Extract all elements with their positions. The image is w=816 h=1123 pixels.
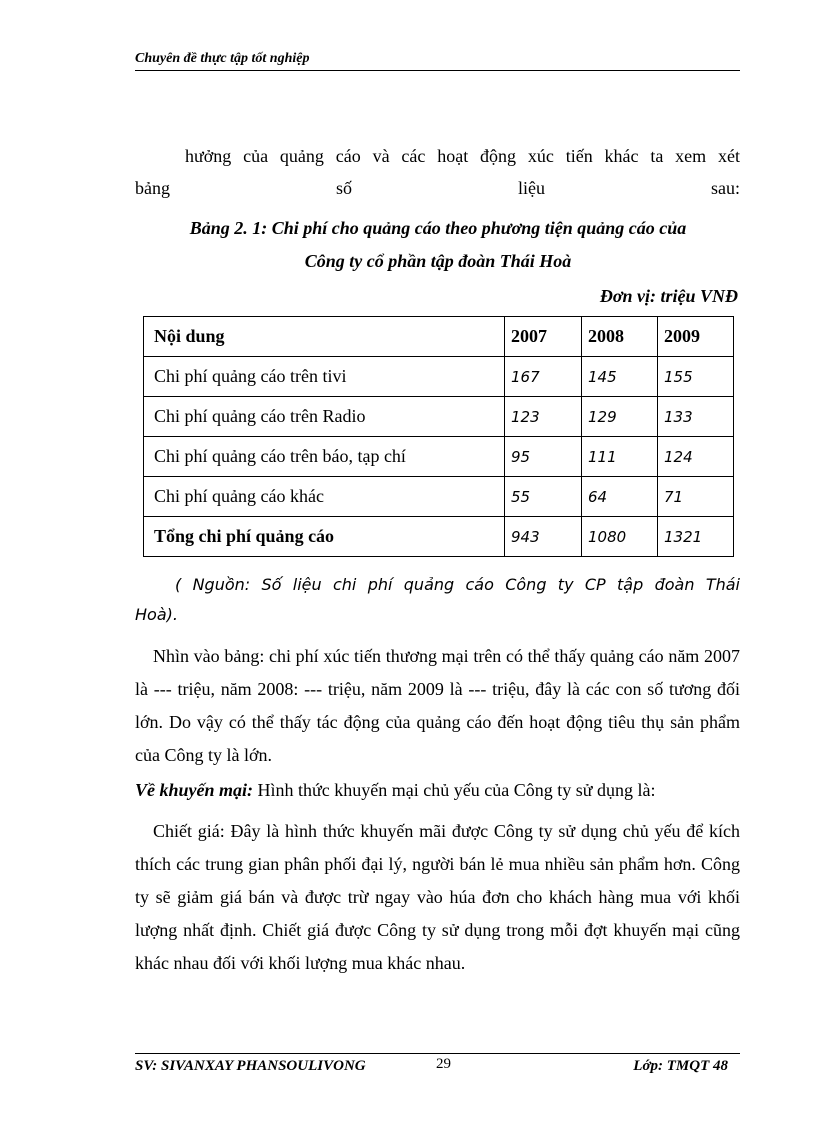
promotion-lead: Về khuyến mại:	[135, 780, 254, 800]
table-cell: 155	[658, 357, 734, 397]
table-cell: 1321	[658, 517, 734, 557]
discount-text: Chiết giá: Đây là hình thức khuyến mãi được Công ty sử dụng chủ yếu để kích thích các trung gian phân phối đại lý, người bán lẻ mua nhiều sản phẩm hơn. Công ty sẽ giảm giá bán và được trừ ngay vào húa đơn cho khách hàng mua với khối lượng nhất định. Chiết giá được Công ty sử dụng trong mỗi đợt khuyến mại cũng khác nhau đối với khối lượng mua khác nhau.	[135, 821, 740, 973]
table-cell: 123	[505, 397, 582, 437]
footer-class: Lớp: TMQT 48	[633, 1058, 728, 1074]
table-cell: 124	[658, 437, 734, 477]
promotion-paragraph	[135, 774, 740, 807]
table-row	[144, 397, 734, 437]
table-cell: 129	[582, 397, 658, 437]
table-row	[144, 477, 734, 517]
table-cell: Tổng chi phí quảng cáo	[144, 517, 505, 557]
header-cell: 2008	[582, 317, 658, 357]
table-cell: 55	[505, 477, 582, 517]
analysis-text: Nhìn vào bảng: chi phí xúc tiến thương mại trên có thể thấy quảng cáo năm 2007 là --- triệu, năm 2008: --- triệu, năm 2009 là --- triệu, đây là các con số tương đối lớn. Do vậy có thể thấy tác động của quảng cáo đến hoạt động tiêu thụ sản phẩm của Công ty là lớn.	[135, 646, 740, 765]
table-cell: 64	[582, 477, 658, 517]
discount-paragraph	[135, 815, 740, 980]
table-cell: Chi phí quảng cáo trên tivi	[144, 357, 505, 397]
table-source	[135, 570, 740, 630]
table-row	[144, 357, 734, 397]
table-cell: 1080	[582, 517, 658, 557]
table-row	[144, 437, 734, 477]
header-cell: Nội dung	[144, 317, 505, 357]
table-cell: Chi phí quảng cáo khác	[144, 477, 505, 517]
table-header-row	[144, 317, 734, 357]
table-cell: 133	[658, 397, 734, 437]
header-title: Chuyên đề thực tập tốt nghiệp	[135, 51, 310, 66]
page-number: 29	[436, 1056, 451, 1072]
table-cell: Chi phí quảng cáo trên báo, tạp chí	[144, 437, 505, 477]
table-cell: 111	[582, 437, 658, 477]
table-cell: 167	[505, 357, 582, 397]
promotion-text: Hình thức khuyến mại chủ yếu của Công ty sử dụng là:	[253, 780, 656, 800]
source-line-2: Hoà).	[135, 605, 178, 624]
intro-paragraph	[135, 140, 740, 204]
table-total-row	[144, 517, 734, 557]
caption-line-2: Công ty cổ phần tập đoàn Thái Hoà	[304, 251, 572, 271]
source-line-1: ( Nguồn: Số liệu chi phí quảng cáo Công ty CP tập đoàn Thái	[175, 575, 740, 594]
caption-line-1: Bảng 2. 1: Chi phí cho quảng cáo theo phương tiện quảng cáo của	[189, 218, 687, 238]
intro-line-1: hưởng của quảng cáo và các hoạt động xúc tiến khác ta xem xét	[185, 146, 740, 166]
table-caption	[120, 212, 756, 278]
page-footer	[135, 1053, 740, 1076]
footer-student: SV: SIVANXAY PHANSOULIVONG	[135, 1058, 366, 1074]
unit-label: Đơn vị: triệu VNĐ	[599, 286, 738, 306]
intro-line-2: bảng số liệu sau:	[135, 178, 740, 198]
table-cell: Chi phí quảng cáo trên Radio	[144, 397, 505, 437]
header-cell: 2009	[658, 317, 734, 357]
table-cell: 145	[582, 357, 658, 397]
table-cell: 943	[505, 517, 582, 557]
table-cell: 71	[658, 477, 734, 517]
table-cell: 95	[505, 437, 582, 477]
ad-cost-table	[143, 316, 734, 557]
header-cell: 2007	[505, 317, 582, 357]
page-header	[135, 50, 740, 71]
analysis-paragraph	[135, 640, 740, 772]
